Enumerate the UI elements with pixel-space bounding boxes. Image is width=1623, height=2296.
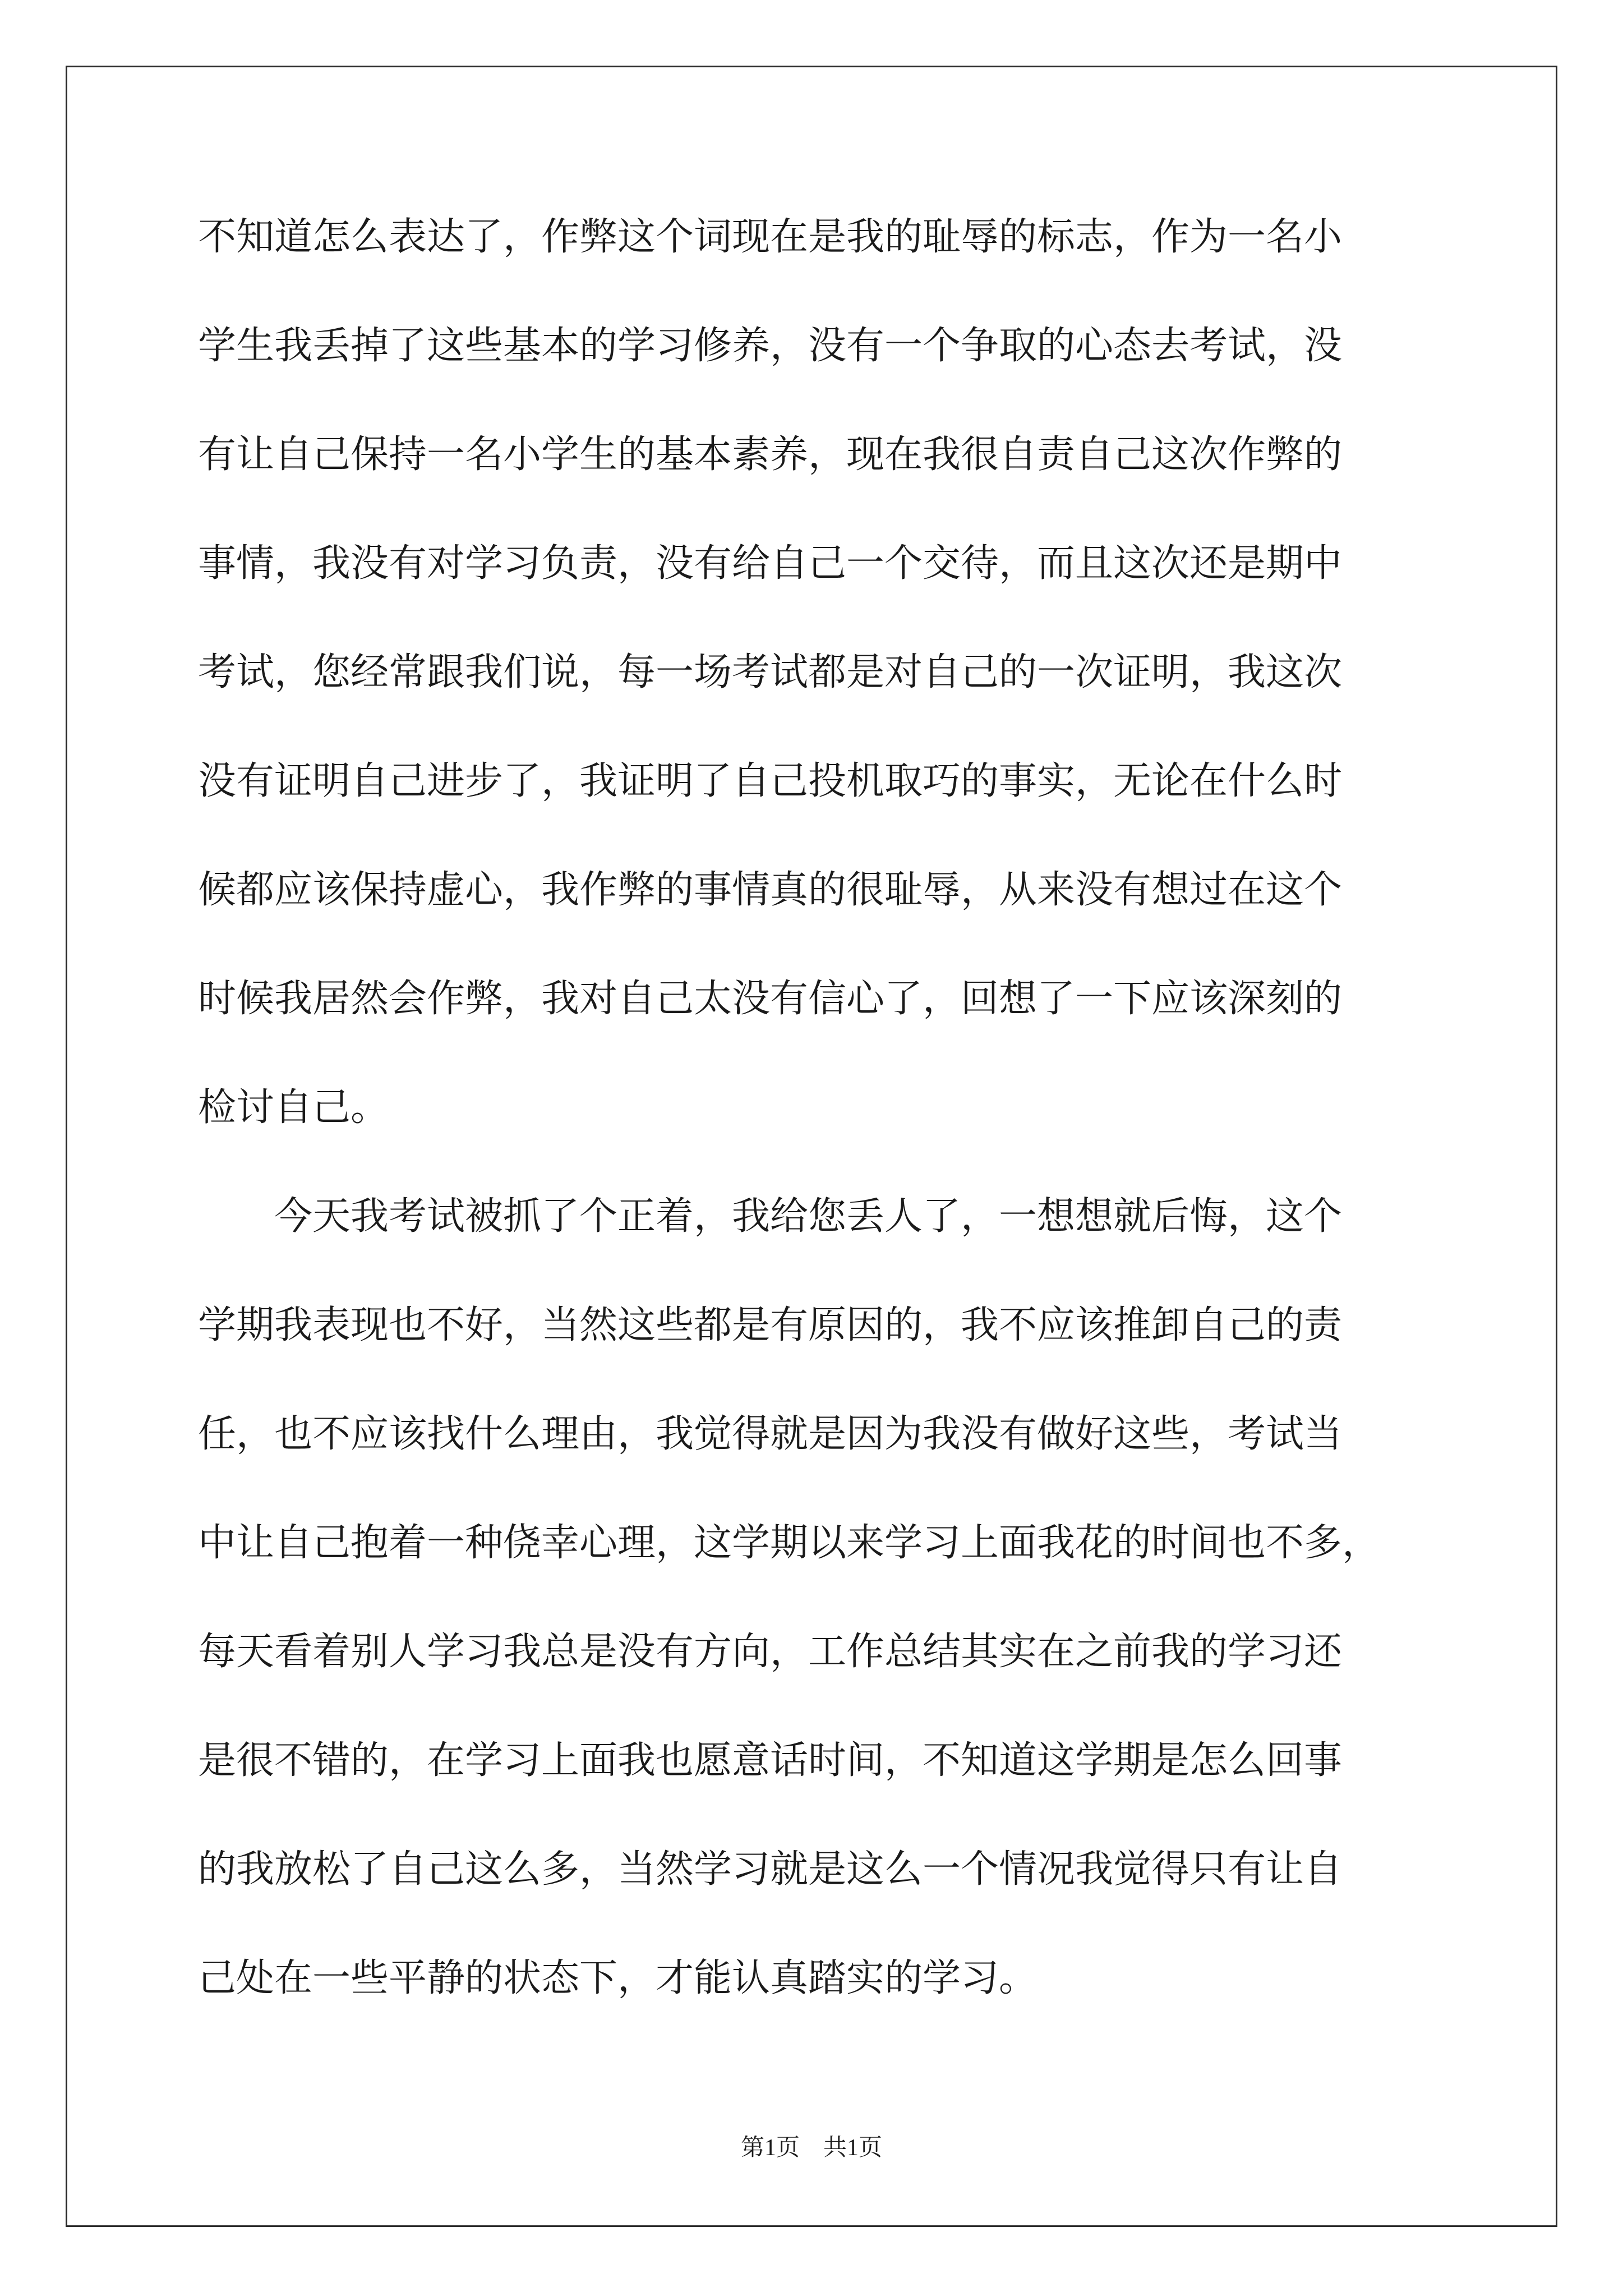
text-line: 每天看着别人学习我总是没有方向，工作总结其实在之前我的学习还: [198, 1630, 1343, 1674]
text-line: 时候我居然会作弊，我对自己太没有信心了，回想了一下应该深刻的: [198, 977, 1343, 1021]
text-line: 任，也不应该找什么理由，我觉得就是因为我没有做好这些，考试当: [198, 1412, 1343, 1456]
text-line: 今天我考试被抓了个正着，我给您丢人了，一想想就后悔，这个: [198, 1194, 1343, 1239]
text-line: 学生我丢掉了这些基本的学习修养，没有一个争取的心态去考试，没: [198, 324, 1343, 368]
text-line: 有让自己保持一名小学生的基本素养，现在我很自责自己这次作弊的: [198, 432, 1343, 477]
page-border: [66, 66, 1557, 2227]
text-line: 的我放松了自己这么多，当然学习就是这么一个情况我觉得只有让自: [198, 1847, 1343, 1892]
text-line: 是很不错的，在学习上面我也愿意话时间，不知道这学期是怎么回事: [198, 1738, 1343, 1783]
text-line: 事情，我没有对学习负责，没有给自己一个交待，而且这次还是期中: [198, 541, 1343, 586]
text-line: 检讨自己。: [198, 1085, 389, 1130]
text-line: 中让自己抱着一种侥幸心理，这学期以来学习上面我花的时间也不多，: [198, 1521, 1381, 1565]
text-line: 候都应该保持虚心，我作弊的事情真的很耻辱，从来没有想过在这个: [198, 868, 1343, 912]
page-number-footer: 第1页 共1页: [740, 2135, 882, 2161]
text-line: 考试，您经常跟我们说，每一场考试都是对自己的一次证明，我这次: [198, 650, 1343, 694]
text-line: 己处在一些平静的状态下，才能认真踏实的学习。: [198, 1956, 1038, 2000]
text-line: 不知道怎么表达了，作弊这个词现在是我的耻辱的标志，作为一名小: [198, 215, 1343, 259]
text-line: 学期我表现也不好，当然这些都是有原因的，我不应该推卸自己的责: [198, 1303, 1343, 1347]
text-line: 没有证明自己进步了，我证明了自己投机取巧的事实，无论在什么时: [198, 759, 1343, 803]
